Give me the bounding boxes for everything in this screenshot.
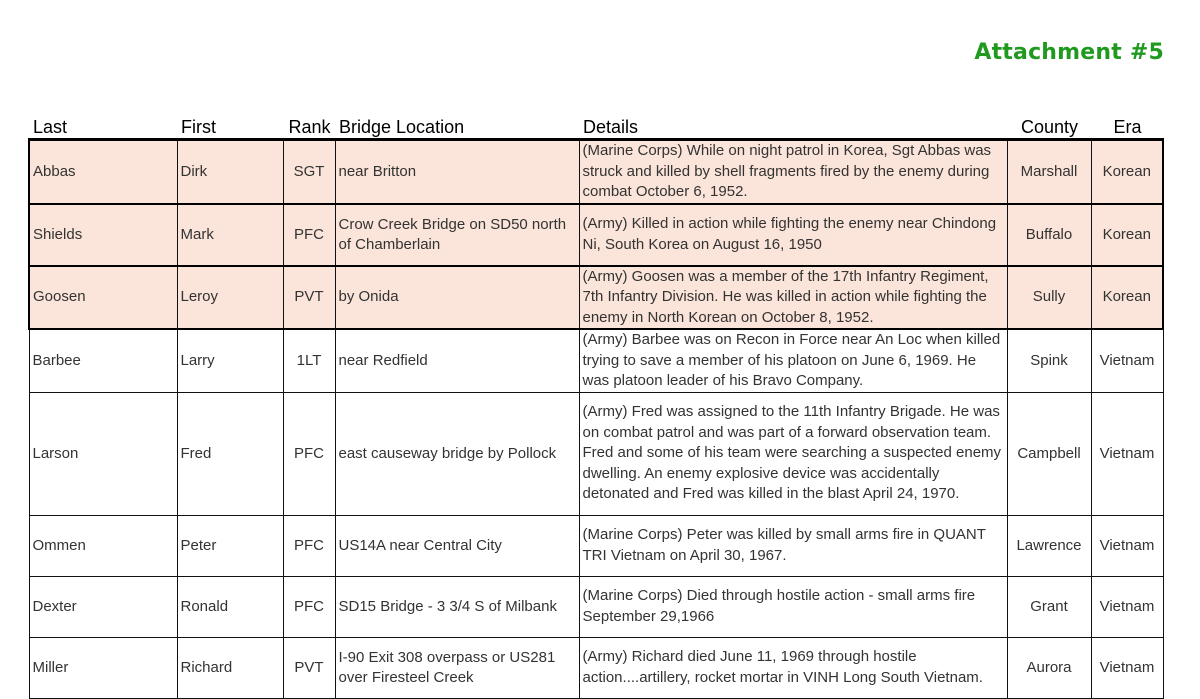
cell-era: Vietnam [1091, 576, 1163, 637]
cell-era: Korean [1091, 204, 1163, 266]
cell-county: Lawrence [1007, 515, 1091, 576]
cell-details: (Army) Barbee was on Recon in Force near An Loc when killed trying to save a member of his platoon on June 6, 1969. He was platoon leader of his Bravo Company. [579, 329, 1007, 392]
table-row [29, 266, 1163, 330]
cell-last: Miller [29, 637, 177, 698]
column-header-details: Details [579, 112, 1007, 140]
table-row [29, 637, 1163, 698]
cell-rank: PFC [283, 392, 335, 515]
cell-county: Spink [1007, 329, 1091, 392]
cell-details: (Army) Killed in action while fighting the enemy near Chindong Ni, South Korea on August 16, 1950 [579, 204, 1007, 266]
cell-era: Vietnam [1091, 392, 1163, 515]
cell-last: Ommen [29, 515, 177, 576]
cell-era: Vietnam [1091, 329, 1163, 392]
table-row [29, 140, 1163, 204]
cell-details: (Army) Fred was assigned to the 11th Infantry Brigade. He was on combat patrol and was part of a forward observation team. Fred and some of his team were searching a suspected enemy dwelling. An enemy explosive device was accidentally detonated and Fred was killed in the blast April 24, 1970. [579, 392, 1007, 515]
cell-first: Larry [177, 329, 283, 392]
cell-rank: PVT [283, 637, 335, 698]
cell-bridge-location: near Britton [335, 140, 579, 204]
table-row [29, 204, 1163, 266]
cell-last: Abbas [29, 140, 177, 204]
cell-last: Barbee [29, 329, 177, 392]
cell-details: (Marine Corps) While on night patrol in Korea, Sgt Abbas was struck and killed by shell fragments fired by the enemy during combat October 6, 1952. [579, 140, 1007, 204]
cell-first: Ronald [177, 576, 283, 637]
cell-bridge-location: I-90 Exit 308 overpass or US281 over Firesteel Creek [335, 637, 579, 698]
header-row [29, 112, 1163, 140]
cell-rank: PFC [283, 204, 335, 266]
cell-rank: PFC [283, 515, 335, 576]
cell-last: Dexter [29, 576, 177, 637]
column-header-county: County [1007, 112, 1091, 140]
cell-bridge-location: Crow Creek Bridge on SD50 north of Chamberlain [335, 204, 579, 266]
cell-rank: 1LT [283, 329, 335, 392]
attachment-label: Attachment #5 [974, 40, 1164, 65]
cell-first: Dirk [177, 140, 283, 204]
cell-first: Peter [177, 515, 283, 576]
column-header-bridge-location: Bridge Location [335, 112, 579, 140]
cell-first: Mark [177, 204, 283, 266]
cell-last: Goosen [29, 266, 177, 330]
cell-first: Leroy [177, 266, 283, 330]
cell-county: Campbell [1007, 392, 1091, 515]
cell-details: (Marine Corps) Peter was killed by small arms fire in QUANT TRI Vietnam on April 30, 1967. [579, 515, 1007, 576]
column-header-rank: Rank [283, 112, 335, 140]
cell-first: Richard [177, 637, 283, 698]
cell-rank: PFC [283, 576, 335, 637]
column-header-era: Era [1091, 112, 1163, 140]
cell-era: Vietnam [1091, 515, 1163, 576]
cell-era: Vietnam [1091, 637, 1163, 698]
cell-details: (Army) Goosen was a member of the 17th Infantry Regiment, 7th Infantry Division. He was killed in action while fighting the enemy in North Korean on October 8, 1952. [579, 266, 1007, 330]
column-header-last: Last [29, 112, 177, 140]
table-row [29, 515, 1163, 576]
cell-county: Marshall [1007, 140, 1091, 204]
cell-rank: SGT [283, 140, 335, 204]
cell-last: Shields [29, 204, 177, 266]
cell-details: (Army) Richard died June 11, 1969 through hostile action....artillery, rocket mortar in VINH Long South Vietnam. [579, 637, 1007, 698]
cell-era: Korean [1091, 266, 1163, 330]
cell-bridge-location: east causeway bridge by Pollock [335, 392, 579, 515]
cell-rank: PVT [283, 266, 335, 330]
cell-county: Sully [1007, 266, 1091, 330]
cell-last: Larson [29, 392, 177, 515]
cell-bridge-location: by Onida [335, 266, 579, 330]
cell-bridge-location: US14A near Central City [335, 515, 579, 576]
cell-county: Buffalo [1007, 204, 1091, 266]
column-header-first: First [177, 112, 283, 140]
table-row [29, 329, 1163, 392]
cell-era: Korean [1091, 140, 1163, 204]
cell-bridge-location: near Redfield [335, 329, 579, 392]
cell-first: Fred [177, 392, 283, 515]
cell-county: Grant [1007, 576, 1091, 637]
cell-bridge-location: SD15 Bridge - 3 3/4 S of Milbank [335, 576, 579, 637]
cell-details: (Marine Corps) Died through hostile action - small arms fire September 29,1966 [579, 576, 1007, 637]
table-row [29, 576, 1163, 637]
memorial-table [28, 112, 1164, 699]
table-row [29, 392, 1163, 515]
cell-county: Aurora [1007, 637, 1091, 698]
